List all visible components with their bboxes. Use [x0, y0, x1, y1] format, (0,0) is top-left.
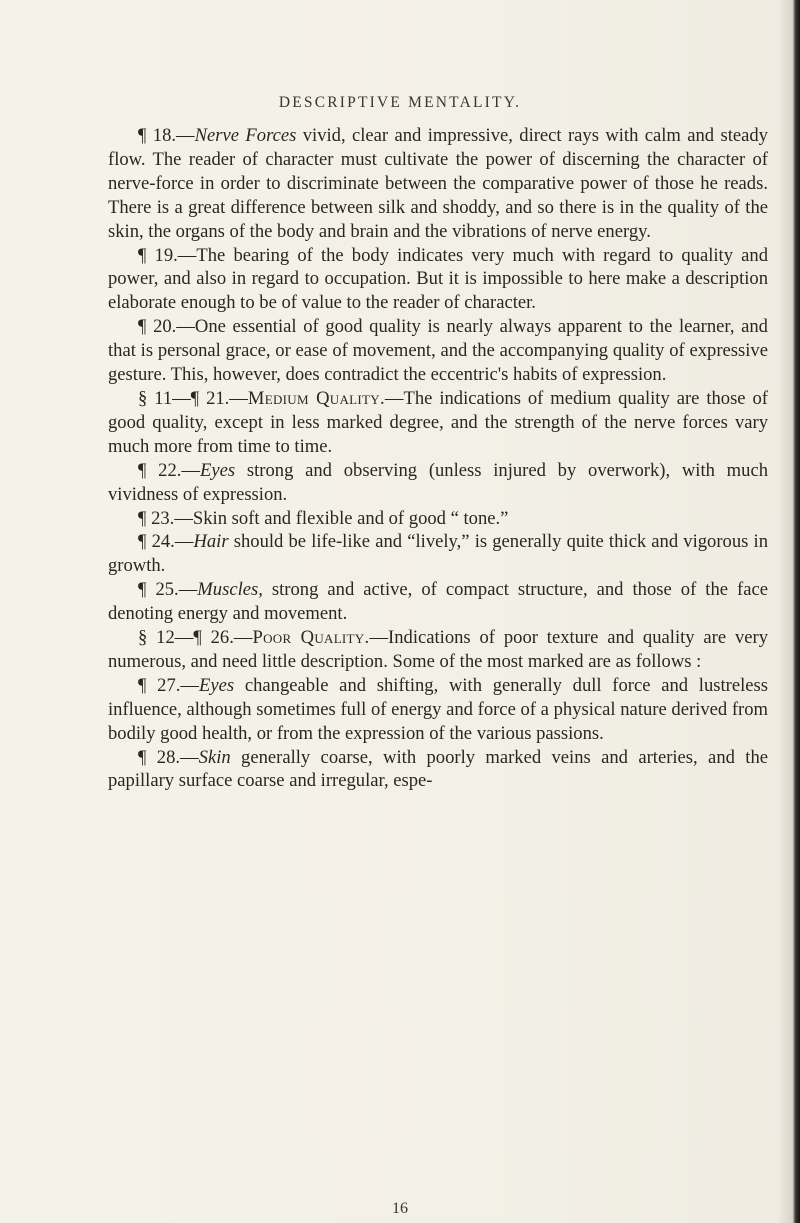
paragraph-body: One essential of good quality is nearly always apparent to the learner, and that is personal grace, or ease of movement, and the accompanying quality of expressive gesture. This, however, does contradict the eccentric's habits of expression.: [108, 316, 768, 386]
paragraph-term: Eyes: [199, 674, 235, 696]
paragraph-26: [108, 626, 768, 674]
paragraph-body: generally coarse, with poorly marked veins and arteries, and the papillary surface coarse and irregular, espe-: [108, 746, 768, 792]
paragraph-body: —Indications of poor texture and quality are very numerous, and need little description. Some of the most marked are as follows :: [108, 627, 769, 672]
paragraph-body: strong and active, of compact structure, and those of the face denoting energy and movement.: [108, 579, 768, 625]
paragraph-body: changeable and shifting, with generally dull force and lustreless influence, although sometimes full of energy and force of a physical nature derived from bodily good health, or from the expression of the various passions.: [108, 674, 768, 744]
paragraph-21: [108, 387, 768, 459]
paragraph-22: [108, 459, 768, 507]
page-number: 16: [392, 1200, 408, 1217]
paragraph-body: vivid, clear and impressive, direct rays with calm and steady flow. The reader of character must cultivate the power of discerning the character of nerve-force in order to discriminate between the comparative power of those he reads. There is a great difference between silk and shoddy, and so there is in the quality of the skin, the organs of the body and brain and the vibrations of nerve energy.: [108, 125, 768, 242]
paragraph-body: strong and observing (unless injured by overwork), with much vividness of expression.: [108, 459, 768, 505]
paragraph-number: ¶ 27.—: [138, 674, 199, 696]
paragraph-body: —The indications of medium quality are those of good quality, except in less marked degree, and the strength of the nerve forces vary much more from time to time.: [108, 387, 768, 457]
running-head: DESCRIPTIVE MENTALITY.: [278, 94, 522, 111]
paragraph-body: The bearing of the body indicates very much with regard to quality and power, and also in regard to occupation. But it is impossible to here make a description elaborate enough to be of value to the reader of character.: [108, 244, 768, 314]
paragraph-25: [108, 578, 768, 626]
paragraph-term: Muscles,: [197, 579, 263, 601]
binding-edge: [792, 0, 800, 1223]
paragraph-20: [108, 315, 768, 387]
page-edge-shadow: [778, 0, 792, 1223]
paragraph-number: ¶ 19.—: [138, 244, 197, 266]
section-heading: Poor Quality.: [252, 627, 370, 649]
paragraph-term: Eyes: [200, 459, 236, 481]
section-number: § 11—: [138, 387, 191, 409]
body-text: [108, 124, 768, 793]
paragraph-number: ¶ 26.—: [193, 627, 253, 649]
paragraph-number: ¶ 21.—: [190, 387, 248, 409]
paragraph-19: [108, 244, 768, 316]
paragraph-body: should be life-like and “lively,” is generally quite thick and vigorous in growth.: [108, 531, 768, 577]
paragraph-term: Skin: [198, 746, 231, 768]
paragraph-28: [108, 746, 768, 794]
paragraph-number: ¶ 23.—: [138, 507, 193, 529]
paragraph-term: Hair: [193, 531, 229, 553]
section-number: § 12—: [138, 627, 194, 649]
paragraph-body: Skin soft and flexible and of good “ tone.”: [192, 507, 509, 529]
section-heading: Medium Quality.: [247, 387, 385, 409]
paragraph-18: [108, 124, 768, 244]
paragraph-term: Nerve Forces: [194, 125, 297, 146]
paragraph-number: ¶ 24.—: [138, 531, 194, 553]
paragraph-23: [108, 507, 768, 531]
paragraph-number: ¶ 20.—: [138, 316, 195, 338]
paragraph-number: ¶ 22.—: [138, 459, 201, 481]
paragraph-27: [108, 674, 768, 746]
paragraph-number: ¶ 18.—: [138, 125, 195, 146]
paragraph-number: ¶ 25.—: [138, 579, 198, 601]
paragraph-24: [108, 530, 768, 578]
paragraph-number: ¶ 28.—: [138, 746, 199, 768]
